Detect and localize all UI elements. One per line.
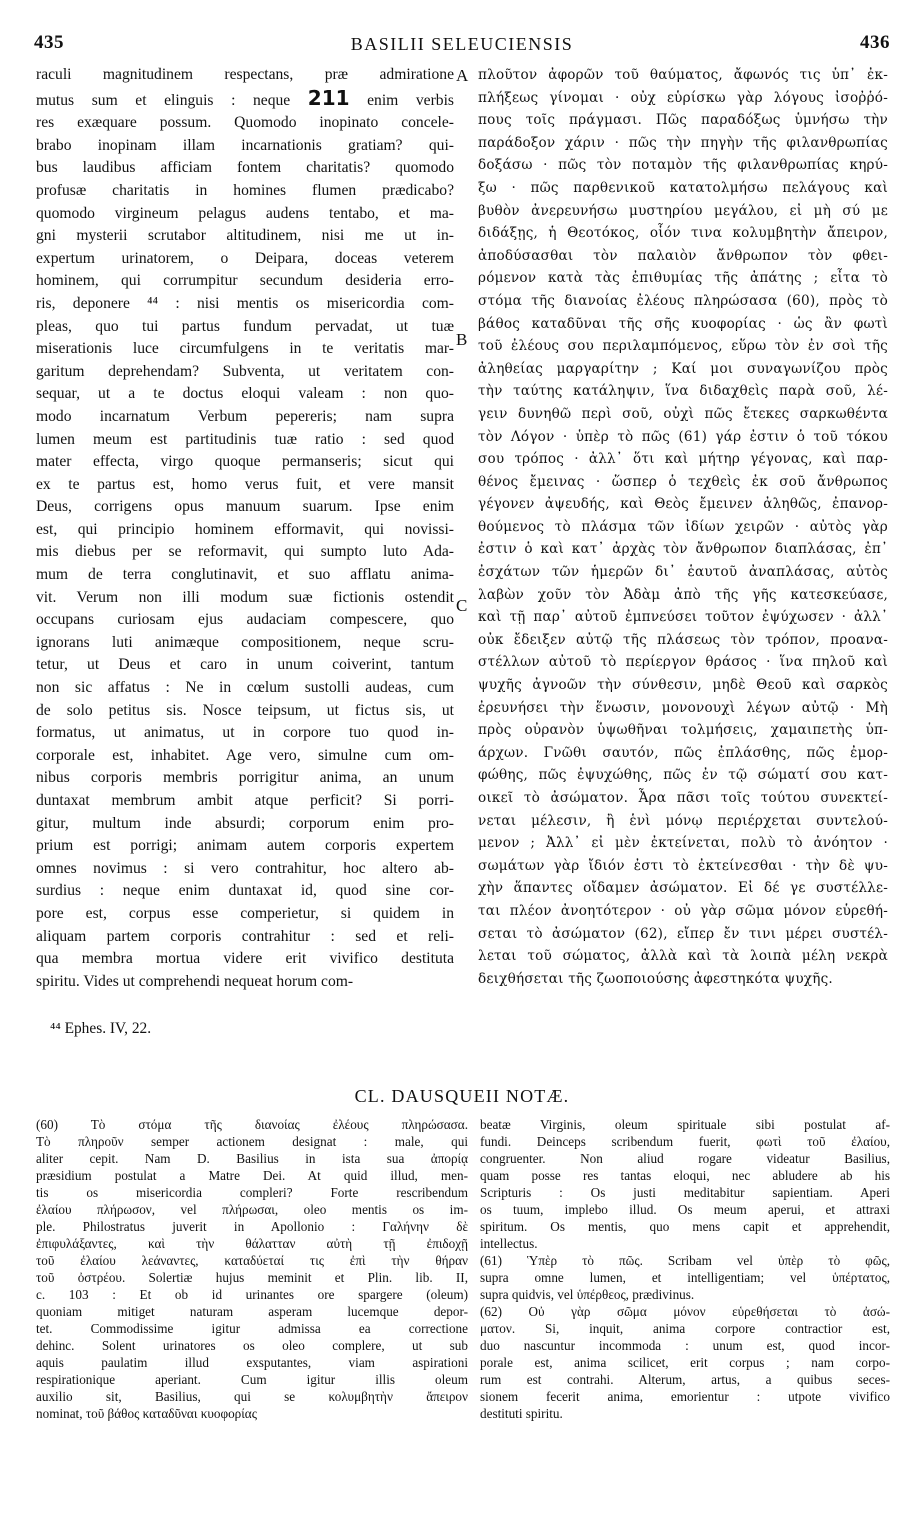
latin-text-line: ignorans luti animæque compositionem, neque scru-	[36, 633, 454, 651]
note-text-line: supra omne lumen, et intelligentiam; vel ὑπέρτατος,	[480, 1270, 890, 1285]
latin-text-line: gitur, multum inde absurdi; corporum enim pro-	[36, 814, 454, 832]
latin-text-line: modo incarnatum Verbum pepereris; nam supra	[36, 407, 454, 425]
note-text-line: beatæ Virginis, oleum spirituale sibi postulat af-	[480, 1117, 890, 1132]
greek-text-line: σου τρόπος · ἀλλ᾽ ὅτι καὶ μήτηρ γέγονας, καὶ παρ-	[478, 451, 888, 468]
greek-text-line: διδάξῃς, ἡ Θεοτόκος, οἷόν τινα κολυμβητὴν ἄπειρον,	[478, 225, 888, 242]
greek-text-line: νεται μέλεσιν, ἢ ἑνὶ μόνῳ περιέρχεται συντελού-	[478, 812, 888, 829]
latin-text-line: ex te partus est, homo verus fuit, et vere mansit	[36, 475, 454, 493]
greek-text-line: ἐρευνήσει τὴν ἕνωσιν, μονονουχὶ λέγων αὐτῷ · Μὴ	[478, 699, 888, 716]
greek-text-line: ρόμενον κατὰ τὰς ἐπιθυμίας τῆς ἀπάτης ; εἶτα τὸ	[478, 270, 888, 287]
latin-text-line: quomodo virgineum pelagus audens tentabo, et ma-	[36, 204, 454, 222]
latin-text-line: lumen meum est partitudinis tuæ ratio : sed quod	[36, 430, 454, 448]
margin-letter-c: C	[456, 596, 468, 615]
greek-text-line: γέγονεν ἀψευδής, καὶ Θεὸς ἔμεινεν ἀληθῶς, ἐπανορ-	[478, 496, 888, 513]
greek-column	[478, 64, 888, 990]
latin-text-line: res exæquare possum. Quomodo inopinato concele-	[36, 114, 454, 132]
greek-text-line: βάθος καταδῦναι τῆς σῆς κυοφορίας · ὡς ἂν φωτὶ	[478, 315, 888, 332]
note-text-line: dehinc. Solent urinatores os oleo complere, ut sub	[36, 1338, 468, 1353]
margin-letter-b: B	[456, 330, 468, 349]
greek-text-line: ἐσχάτων τῶν ἡμερῶν δι᾽ ἑαυτοῦ ἀναπλάσας, αὐτὸς	[478, 564, 888, 581]
note-text-line: quoniam mitiget naturam asperam lucemque depor-	[36, 1304, 468, 1319]
latin-text-line: omnes novimus : si vero contrahitur, hoc altero ab-	[36, 859, 454, 877]
greek-text-line: άρχων. Γνῶθι σαυτόν, πῶς ἐπλάσθης, πῶς ἐμορ-	[478, 744, 888, 761]
latin-text-line: pleas, quo tui partus fundum pervadat, ut tuæ	[36, 317, 454, 335]
greek-text-line: παράδοξον χάριν · πῶς τὴν πηγὴν τῆς φιλανθρωπίας	[478, 134, 888, 151]
latin-text-line: mutus sum et elinguis : neque 211 enim verbis	[36, 86, 454, 110]
greek-text-line: σεται τὸ ἀσώματον (62), εἴπερ ἔν τινι μέρει συστέλ-	[478, 925, 888, 942]
greek-text-line: στέλλων αὐτοῦ τὸ περίεργον θράσος · ἵνα πηλοῦ καὶ	[478, 654, 888, 671]
greek-text-line: θούμενος τὸ πλάσμα τῶν ἰδίων χειρῶν · αὐτὸς γὰρ	[478, 518, 888, 535]
greek-text-line: οικεῖ τὸ ἀσώματον. Ἆρα πᾶσι τοῖς τούτου συνεκτεί-	[478, 790, 888, 806]
greek-text-line: δοξάσω · πῶς τὸν ποταμὸν τῆς φιλανθρωπίας κηρύ-	[478, 157, 888, 174]
greek-text-line: δειχθήσεται τῆς ζωοποιούσης ἀφεστηκότα ψυχῆς.	[478, 970, 833, 987]
latin-text-line: ris, deponere ⁴⁴ : nisi mentis os misericordia com-	[36, 294, 454, 312]
note-text-line: ματον. Si, inquit, anima corpore contractior est,	[480, 1321, 890, 1336]
note-text-line: Τὸ πληροῦν semper actionem designat : male, qui	[36, 1134, 468, 1149]
note-text-line: ἐπιφυλάξαντες, καὶ τὴν θάλατταν αὐτὴ τῇ ἐπιδοχῇ	[36, 1236, 468, 1251]
greek-text-line: μενον ; Ἀλλ᾽ εἰ μὲν ἐκτείνεται, πολὺ τὸ ἀνόητον ·	[478, 835, 888, 852]
note-text-line: porale est, anima scilicet, erit corpus ; nam corpo-	[480, 1355, 890, 1370]
latin-text-line: corporale est, inhabitet. Age vero, simulne cum om-	[36, 746, 454, 764]
footnote: ⁴⁴ Ephes. IV, 22.	[50, 1020, 152, 1037]
latin-text-line: gni mysterii scrutabor altitudinem, nisi me ut in-	[36, 227, 454, 245]
latin-text-line: raculi magnitudinem respectans, præ admiratione	[36, 66, 454, 83]
greek-text-line: ἀληθείας μαργαρίτην ; Καί μοι συναγωνίζου πρὸς	[478, 360, 888, 377]
latin-text-line: profusæ charitatis in homines flumen prædicabo?	[36, 181, 454, 199]
note-text-line: (60) Τὸ στόμα τῆς διανοίας ἐλέους πληρώσασα.	[36, 1117, 468, 1132]
note-text-line: nominat, τοῦ βάθος καταδῦναι κυοφορίας	[36, 1406, 257, 1421]
greek-text-line: πρὸς οὐρανὸν ὑψωθῆναι τολμήσεις, χαμαιπετὴς ὑπ-	[478, 722, 888, 739]
greek-text-line: γειν δυνηθῶ περὶ σοῦ, οὐχὶ πῶς ἔτεκες σαρκωθέντα	[478, 405, 888, 422]
greek-text-line: στόμα τῆς διανοίας ἐλέους πληρώσασα (60), πρὸς τὸ	[478, 292, 888, 309]
latin-text-line: sequar, ut a te doctus eloqui valeam : non quo-	[36, 385, 454, 403]
greek-text-line: πλήξεως γίνομαι · οὐχ εὑρίσκω γὰρ λόγους ἰσοῤῥό-	[478, 89, 888, 106]
latin-text-line: Deus, corrigens opus manuum suarum. Ipse enim	[36, 498, 454, 516]
note-text-line: duo nascuntur incommoda : unum est, quod incor-	[480, 1338, 890, 1353]
latin-text-line: mater effecta, virgo quoque permanseris; sicut qui	[36, 453, 454, 471]
latin-text-line: spiritu. Vides ut comprehendi nequeat horum com-	[36, 972, 354, 990]
greek-text-line: οὐκ ἔδειξεν αὐτῷ τῆς πλάσεως τὸν τρόπον, προανα-	[478, 631, 888, 648]
note-text-line: supra quidvis, vel ὑπέρθεος, prædivinus.	[480, 1287, 695, 1302]
latin-text-line: prium est porrigi; animam autem corporis expertem	[36, 837, 454, 855]
note-text-line: tis os misericordia compleri? Forte rescribendum	[36, 1185, 468, 1200]
note-text-line: respirationique aperiant. Cum igitur illis oleum	[36, 1372, 468, 1387]
greek-text-line: τοῦ ἐλέους σου περιλαμπόμενος, εὕρω τὸν ἐν σοὶ τῆς	[478, 338, 888, 355]
note-text-line: aliter cepit. Nam D. Basilius in ista sua ἀπορίᾳ	[36, 1151, 468, 1166]
note-text-line: τοῦ ἐλαίου λεάναντες, καταδύεταί τις ἐπὶ τὴν θήραν	[36, 1253, 468, 1268]
latin-text-line: brabo inopinam illam incarnationis gratiam? qui-	[36, 136, 454, 154]
note-text-line: aquis paulatim illud exsputantes, viam aspirationi	[36, 1355, 468, 1370]
latin-text-line: pore est, corpus esse comperietur, si quidem in	[36, 904, 454, 922]
page-number-left: 435	[34, 32, 64, 53]
note-text-line: præsidium postulat a Matre Dei. At quid illud, men-	[36, 1168, 468, 1183]
greek-text-line: καὶ τῇ παρ᾽ αὐτοῦ ἐμπνεύσει τοῦτον ἐψύχωσεν · ἀλλ᾽	[478, 609, 888, 626]
greek-text-line: τὸν Λόγον · ὑπὲρ τὸ πῶς (61) γάρ ἐστιν ὁ τοῦ τόκου	[478, 428, 888, 445]
latin-column	[36, 64, 454, 993]
greek-text-line: πλοῦτον ἀφορῶν τοῦ θαύματος, ἄφωνός τις ὑπ᾽ ἐκ-	[478, 67, 888, 83]
note-text-line: destituti spiritu.	[480, 1406, 563, 1421]
notes-left-column	[36, 1116, 468, 1422]
greek-text-line: ξω · πῶς παρθενικοῦ κατατολμήσω πελάγους καὶ	[478, 179, 888, 196]
note-text-line: tet. Commodissime igitur admissa ea correctione	[36, 1321, 468, 1336]
greek-text-line: θένος ἔμεινας · ὥσπερ ὁ τεχθεὶς ἐκ σοῦ ἄνθρωπος	[478, 473, 888, 490]
page-number-right: 436	[860, 32, 890, 53]
latin-text-line: qua membra mortua videre erit vivifico destituta	[36, 950, 454, 968]
margin-letter-a: A	[456, 66, 469, 85]
latin-text-line: non sic affatus : Ne in cœlum sustolli audeas, cum	[36, 679, 454, 697]
greek-text-line: χὴν ἅπαντες οἴδαμεν ἀσώματον. Εἰ δέ γε συστέλλε-	[478, 880, 888, 897]
note-text-line: sionem fecerit anima, emorientur : utpote vivifico	[480, 1389, 890, 1404]
greek-text-line: λεται τοῦ σώματος, ἀλλὰ καὶ τὰ λοιπὰ μέλη νεκρὰ	[478, 948, 888, 965]
latin-text-line: nibus corporis membris porrigitur anima, an unum	[36, 769, 454, 787]
greek-text-line: σωμάτων γὰρ ἴδιόν ἐστι τὸ ἐκτείνεσθαι · τὴν δὲ ψυ-	[478, 857, 888, 874]
greek-text-line: τὴν ταύτης κατάληψιν, ἵνα διδαχθεὶς παρὰ σοῦ, λέ-	[478, 383, 888, 400]
note-text-line: (61) Ὑπὲρ τὸ πῶς. Scribam vel ὑπὲρ τὸ φῶς,	[480, 1253, 890, 1268]
running-header	[34, 32, 890, 62]
notes-right-column	[480, 1116, 890, 1422]
greek-text-line: ται πλέον ἀνοητότερον · οὐ γὰρ σῶμα μόνον εὑρεθή-	[478, 902, 888, 919]
greek-text-line: φώθης, πῶς ἐψυχώθης, πῶς ἐν τῷ σώματί σου κατ-	[478, 767, 888, 784]
note-text-line: Scripturis : Os justi meditabitur sapientiam. Aperi	[480, 1185, 890, 1200]
greek-text-line: πους τοῖς πράγμασι. Πῶς παραδόξως ὑμνήσω τὴν	[478, 112, 888, 129]
latin-text-line: mum de terra conglutinavit, et suo afflatu anima-	[36, 566, 454, 584]
column-number: 211	[307, 86, 350, 110]
latin-text-line: occupans curiosam ejus audaciam compescere, quo	[36, 611, 454, 629]
latin-text-line: mis diebus per se reformavit, qui sumpto luto Ada-	[36, 543, 454, 561]
latin-text-line: formatus, ut animatus, ut in corpore tuo quod in-	[36, 724, 454, 742]
note-text-line: (62) Οὐ γὰρ σῶμα μόνον εὑρεθήσεται τὸ ἀσώ-	[480, 1304, 890, 1319]
latin-text-line: surdius : neque enim duntaxat id, quod sine cor-	[36, 882, 454, 900]
greek-text-line: λαβὼν χοῦν τὸν Ἀδὰμ ἀπὸ τῆς γῆς κατεσκεύασε,	[478, 586, 888, 603]
latin-text-line: miserationis luce circumfulgens in te veritatis mar-	[36, 340, 454, 358]
latin-text-line: aliquam partem corporis contrahitur : sed et reli-	[36, 927, 454, 945]
note-text-line: τοῦ ὀστρέου. Solertiæ hujus meminit et Plin. lib. II,	[36, 1270, 468, 1285]
latin-text-line: bus laudibus afficiam fontem charitatis? quomodo	[36, 159, 454, 177]
latin-text-line: hominem, qui corrumpitur secundum desideria erro-	[36, 272, 454, 290]
note-text-line: rum est contrahi. Alterum, artus, a quibus seces-	[480, 1372, 890, 1387]
note-text-line: congruenter. Non aliud rogare videatur Basilius,	[480, 1151, 890, 1166]
note-text-line: ple. Philostratus juverit in Apollonio : Γαλήνην δὲ	[36, 1219, 468, 1234]
note-text-line: intellectus.	[480, 1236, 538, 1251]
latin-text-line: expertum urinatorem, o Deipara, doceas veterem	[36, 249, 454, 267]
latin-text-line: de solo petitus sis. Nosce teipsum, ut fictus sis, ut	[36, 701, 454, 719]
greek-text-line: ἀποδύσασθαι τὸν παλαιὸν ἄνθρωπον τὸν φθει-	[478, 247, 888, 264]
notes-title: CL. DAUSQUEII NOTÆ.	[354, 1086, 570, 1106]
latin-text-line: vit. Verum non illi modum suæ fictionis ostendit	[36, 588, 454, 606]
note-text-line: spiritum. Os mentis, quo mens capit et apprehendit,	[480, 1219, 890, 1234]
latin-text-line: tetur, ut Deus et caro in unum coiverint, tantum	[36, 656, 454, 674]
latin-text-line: garitum deprehendam? Subventa, ut veritatem con-	[36, 362, 454, 380]
note-text-line: ἐλαίου πλήρωσον, vel πλήρωσαι, oleo mentis os im-	[36, 1202, 468, 1217]
note-text-line: c. 103 : Et ob id urinantes ore spargere (oleum)	[36, 1287, 468, 1302]
greek-text-line: ἐστιν ὁ καὶ κατ᾽ ἀρχὰς τὸν ἄνθρωπον διαπλάσας, ἐπ᾽	[478, 541, 888, 558]
latin-text-line: duntaxat membrum ambit atque perficit? Si porri-	[36, 792, 454, 809]
greek-text-line: βυθὸν ἀνερευνήσω μυστηρίου μεγάλου, εἰ μὴ σύ με	[478, 202, 888, 219]
latin-text-line: est, qui principio hominem efformavit, qui novissi-	[36, 520, 454, 538]
note-text-line: fundi. Deinceps scribendum fuerit, φωτὶ τοῦ ἐλαίου,	[480, 1134, 890, 1149]
note-text-line: os tuum, implebo illud. Os meum aperui, et attraxi	[480, 1202, 890, 1217]
note-text-line: quam posse res tantas eloqui, nec abludere ab his	[480, 1168, 890, 1183]
note-text-line: auxilio sit, Basilius, qui se κολυμβητὴν ἄπειρον	[36, 1389, 468, 1404]
greek-text-line: ψυχῆς ἀγνοῶν τὴν σύνθεσιν, μηδὲ Θεοῦ καὶ σαρκὸς	[478, 677, 888, 694]
running-title: BASILII SELEUCIENSIS	[350, 34, 574, 54]
